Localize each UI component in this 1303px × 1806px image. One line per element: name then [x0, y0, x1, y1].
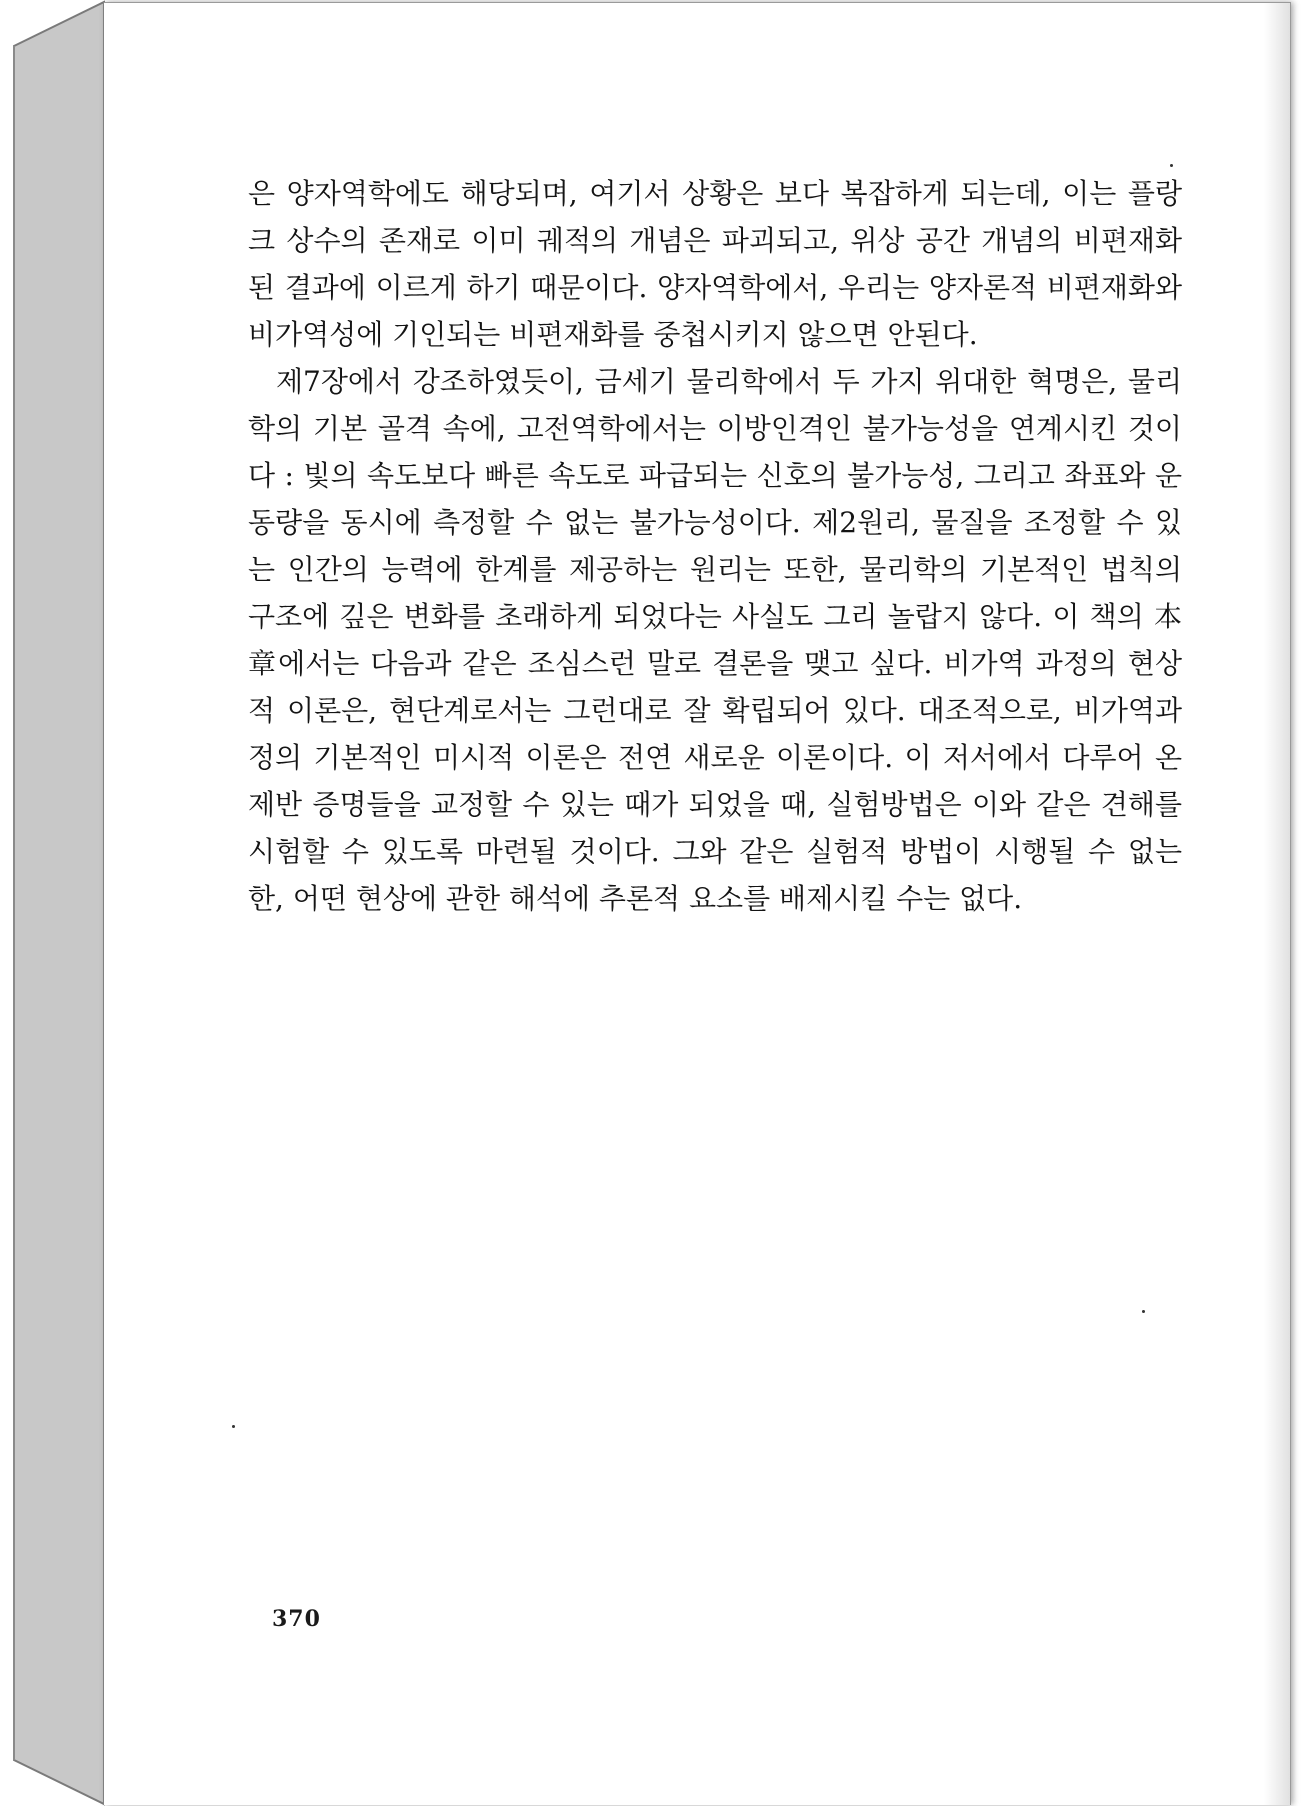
paragraph-1: 은 양자역학에도 해당되며, 여기서 상황은 보다 복잡하게 되는데, 이는 플랑크 상수의 존재로 이미 궤적의 개념은 파괴되고, 위상 공간 개념의 비편재화된 결과에 이르게 하기 때문이다. 양자역학에서, 우리는 양자론적 비편재화와 비가역성에 기인되는 비편재화를 중첩시키지 않으면 안된다. — [248, 177, 1182, 351]
scan-speck — [1170, 164, 1173, 167]
body-text — [248, 170, 1182, 922]
scan-speck — [232, 1425, 235, 1428]
paragraph-2: 제7장에서 강조하였듯이, 금세기 물리학에서 두 가지 위대한 혁명은, 물리학의 기본 골격 속에, 고전역학에서는 이방인격인 불가능성을 연계시킨 것이다 : 빛의 속도보다 빠른 속도로 파급되는 신호의 불가능성, 그리고 좌표와 운동량을 동시에 측정할 수 없는 불가능성이다. 제2원리, 물질을 조정할 수 있는 인간의 능력에 한계를 제공하는 원리는 또한, 물리학의 기본적인 법칙의 구조에 깊은 변화를 초래하게 되었다는 사실도 그리 놀랍지 않다. 이 책의 本章에서는 다음과 같은 조심스런 말로 결론을 맺고 싶다. 비가역 과정의 현상적 이론은, 현단계로서는 그런대로 잘 확립되어 있다. 대조적으로, 비가역과정의 기본적인 미시적 이론은 전연 새로운 이론이다. 이 저서에서 다루어 온 제반 증명들을 교정할 수 있는 때가 되었을 때, 실험방법은 이와 같은 견해를 시험할 수 있도록 마련될 것이다. 그와 같은 실험적 방법이 시행될 수 없는 한, 어떤 현상에 관한 해석에 추론적 요소를 배제시킬 수는 없다. — [248, 365, 1182, 915]
scan-speck — [1142, 1310, 1145, 1313]
page-number: 370 — [272, 1606, 321, 1632]
